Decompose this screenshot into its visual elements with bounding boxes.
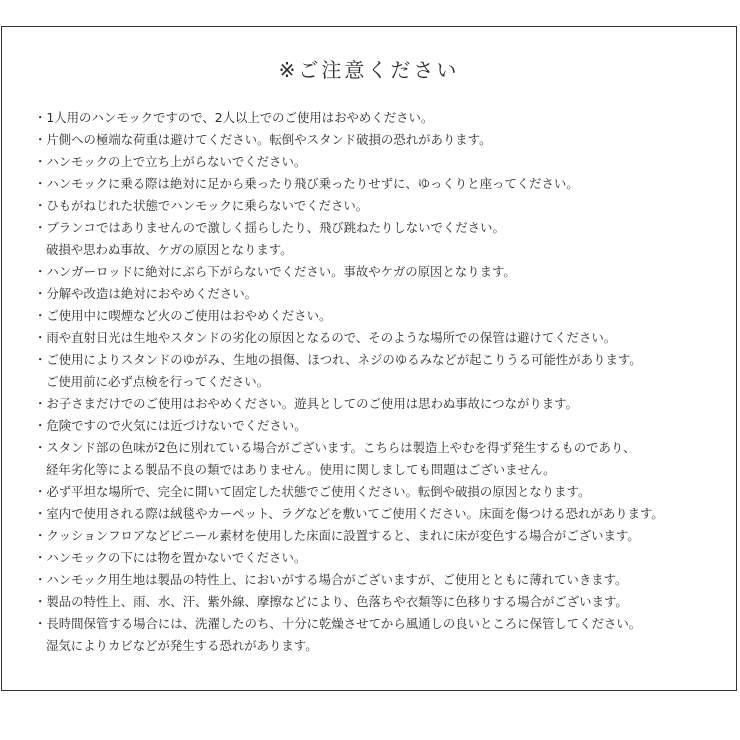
caution-item: ・ハンモックの上で立ち上がらないでください。	[34, 154, 307, 169]
caution-item: ・長時間保管する場合には、洗濯したのち、十分に乾燥させてから風通しの良いところに保管してください。	[34, 616, 642, 631]
caution-notice-box	[1, 26, 737, 691]
caution-item: ・製品の特性上、雨、水、汗、紫外線、摩擦などにより、色落ちや衣類等に色移りする場合がございます。	[34, 594, 628, 609]
notice-title: ※ご注意ください	[278, 58, 460, 82]
caution-item: ・ご使用中に喫煙など火のご使用はおやめください。	[34, 308, 332, 323]
caution-item: ・分解や改造は絶対におやめください。	[34, 286, 258, 301]
caution-item: ・ハンモックに乗る際は絶対に足から乗ったり飛び乗ったりせずに、ゆっくりと座ってください。	[34, 176, 579, 191]
caution-item: ・クッションフロアなどビニール素材を使用した床面に設置すると、まれに床が変色する場合がございます。	[34, 528, 640, 543]
caution-item: ・ハンガーロッドに絶対にぶら下がらないでください。事故やケガの原因となります。	[34, 264, 516, 279]
caution-item-continuation: 湿気によりカビなどが発生する恐れがあります。	[46, 638, 318, 653]
caution-item: ・雨や直射日光は生地やスタンドの劣化の原因となるので、そのような場所での保管は避けてください。	[34, 330, 617, 345]
caution-item: ・危険ですので火気には近づけないでください。	[34, 418, 307, 433]
caution-item: ・お子さまだけでのご使用はおやめください。遊具としてのご使用は思わぬ事故につながります。	[34, 396, 578, 411]
caution-item: ・1人用のハンモックですので、2人以上でのご使用はおやめください。	[34, 110, 434, 125]
caution-item: ・室内で使用される際は絨毯やカーペット、ラグなどを敷いてご使用ください。床面を傷つける恐れがあります。	[34, 506, 664, 521]
caution-item-continuation: 経年劣化等による製品不良の類ではありません。使用に関しましても問題はございません。	[46, 462, 556, 477]
caution-item: ・スタンド部の色味が2色に別れている場合がございます。こちらは製造上やむを得ず発生するものであり、	[34, 440, 636, 455]
caution-item: ・ご使用によりスタンドのゆがみ、生地の損傷、ほつれ、ネジのゆるみなどが起こりうる可能性があります。	[34, 352, 642, 367]
caution-item-continuation: ご使用前に必ず点検を行ってください。	[46, 374, 270, 389]
caution-item: ・ハンモックの下には物を置かないでください。	[34, 550, 307, 565]
caution-item: ・ブランコではありませんので激しく揺らしたり、飛び跳ねたりしないでください。	[34, 220, 505, 235]
caution-item: ・片側への極端な荷重は避けてください。転倒やスタンド破損の恐れがあります。	[34, 132, 492, 147]
caution-item: ・ハンモック用生地は製品の特性上、においがする場合がございますが、ご使用とともに薄れていきます。	[34, 572, 628, 587]
caution-item: ・必ず平坦な場所で、完全に開いて固定した状態でご使用ください。転倒や破損の原因となります。	[34, 484, 591, 499]
caution-list	[34, 107, 724, 657]
caution-item: ・ひもがねじれた状態でハンモックに乗らないでください。	[34, 198, 369, 213]
caution-item-continuation: 破損や思わぬ事故、ケガの原因となります。	[46, 242, 293, 257]
